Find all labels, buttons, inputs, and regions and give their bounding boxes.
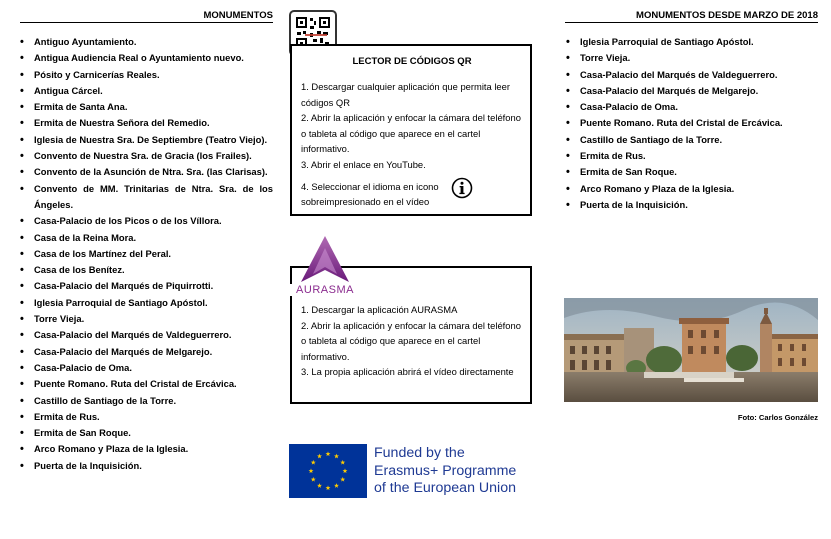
monument-list-item: • Casa de los Benítez. [20,262,273,278]
eu-text-line: Funded by the [374,445,465,461]
eu-text-line: Erasmus+ Programme [374,462,517,479]
right-column-title: MONUMENTOS DESDE MARZO DE 2018 [565,10,818,23]
monument-list-item: • Antiguo Ayuntamiento. [20,34,273,50]
right-monument-list [566,34,806,213]
monument-list-item: • Puente Romano. Ruta del Cristal de Ercávica. [566,115,806,131]
monument-list-item: • Iglesia de Nuestra Sra. De Septiembre (Teatro Viejo). [20,132,273,148]
qr-step: 2. Abrir la aplicación y enfocar la cámara del teléfono o tableta al código que aparece en el cartel informativo. [301,112,521,155]
aurasma-step: 1. Descargar la aplicación AURASMA [301,304,458,315]
monument-list-item: • Casa-Palacio del Marqués de Valdeguerrero. [20,327,273,343]
photo-credit: Foto: Carlos González [737,413,818,422]
aurasma-logo-label: AURASMA [289,284,361,296]
qr-step-text: 4. Seleccionar el idioma en icono sobreimpresionado en el vídeo [301,180,439,208]
monument-list-item: • Casa de la Reina Mora. [20,230,273,246]
monument-list-item: • Pósito y Carnicerías Reales. [20,67,273,83]
qr-step [301,179,523,210]
qr-step: 3. Abrir el enlace en YouTube. [301,158,426,170]
monument-list-item: • Castillo de Santiago de la Torre. [566,132,806,148]
eu-funding-text [374,445,516,498]
monument-list-item: • Puerta de la Inquisición. [566,197,806,213]
monument-list-item: • Antigua Audiencia Real o Ayuntamiento nuevo. [20,50,273,66]
eu-text-line: of the European Union [374,480,516,496]
monument-list-item: • Ermita de San Roque. [566,164,806,180]
monument-list-item: • Iglesia Parroquial de Santiago Apóstol. [566,34,806,50]
monument-list-item: • Iglesia Parroquial de Santiago Apóstol. [20,295,273,311]
aurasma-step: 3. La propia aplicación abrirá el vídeo directamente [301,366,514,378]
left-column-title: MONUMENTOS [20,10,273,23]
monument-list-item: • Ermita de San Roque. [20,425,273,441]
monument-list-item: • Arco Romano y Plaza de la Iglesia. [20,441,273,457]
eu-flag-icon [289,444,367,498]
monument-list-item: • Torre Vieja. [20,311,273,327]
monument-list-item: • Casa-Palacio del Marqués de Melgarejo. [566,83,806,99]
left-monument-list [20,34,273,474]
aurasma-logo [289,234,361,298]
qr-step: 1. Descargar cualquier aplicación que permita leer códigos QR [301,81,510,108]
monument-list-item: • Casa-Palacio de Oma. [566,99,806,115]
monument-list-item: • Torre Vieja. [566,50,806,66]
monument-list-item: • Ermita de Rus. [566,148,806,164]
monument-list-item: • Castillo de Santiago de la Torre. [20,393,273,409]
monument-list-item: • Ermita de Rus. [20,409,273,425]
aurasma-step: 2. Abrir la aplicación y enfocar la cámara del teléfono o tableta al código que aparece en el cartel informativo. [301,319,521,362]
monument-list-item: • Casa-Palacio de Oma. [20,360,273,376]
qr-reader-panel [290,44,532,216]
eu-funding-banner [289,444,539,500]
monument-list-item: • Casa-Palacio del Marqués de Piquirrotti. [20,278,273,294]
monument-list-item: • Ermita de Santa Ana. [20,99,273,115]
monument-list-item: • Casa-Palacio de los Picos o de los Víllora. [20,213,273,229]
monument-list-item: • Puerta de la Inquisición. [20,458,273,474]
monument-list-item: • Convento de la Asunción de Ntra. Sra. (las Clarisas). [20,164,273,180]
qr-reader-title: LECTOR DE CÓDIGOS QR [352,56,472,67]
monument-list-item: • Casa-Palacio del Marqués de Melgarejo. [20,344,273,360]
info-icon [451,177,473,204]
monument-list-item: • Antigua Cárcel. [20,83,273,99]
town-square-photo [564,298,818,402]
monument-list-item: • Puente Romano. Ruta del Cristal de Ercávica. [20,376,273,392]
monument-list-item: • Ermita de Nuestra Señora del Remedio. [20,115,273,131]
monument-list-item: • Convento de MM. Trinitarias de Ntra. Sra. de los Ángeles. [20,181,273,214]
monument-list-item: • Casa de los Martínez del Peral. [20,246,273,262]
monument-list-item: • Convento de Nuestra Sra. de Gracia (los Frailes). [20,148,273,164]
monument-list-item: • Arco Romano y Plaza de la Iglesia. [566,181,806,197]
monument-list-item: • Casa-Palacio del Marqués de Valdeguerrero. [566,67,806,83]
